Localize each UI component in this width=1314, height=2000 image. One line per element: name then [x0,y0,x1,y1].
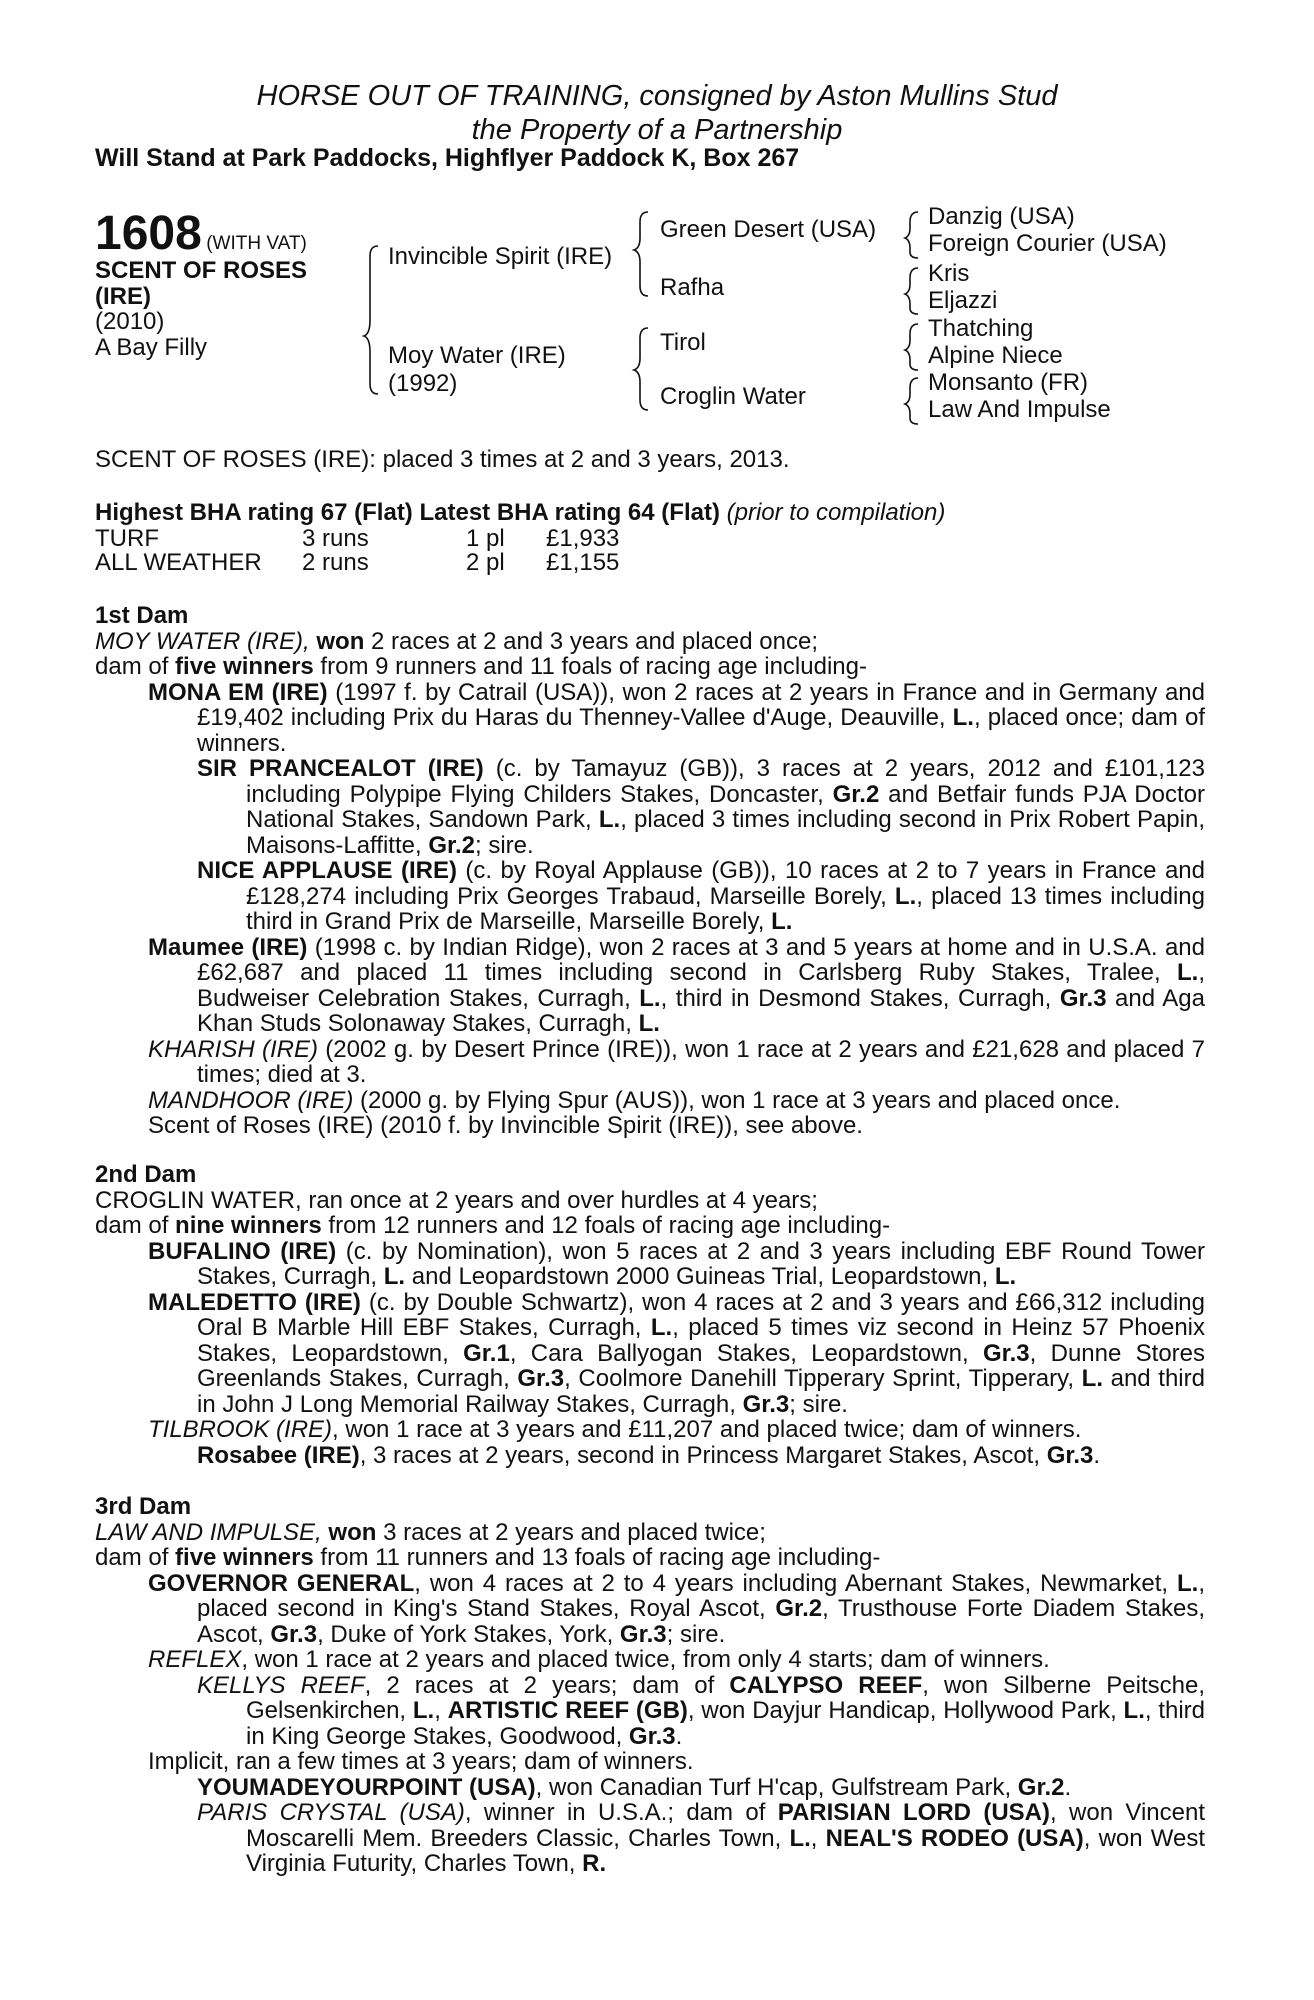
ped-ssd: Foreign Courier (USA) [928,230,1167,257]
rating-line [95,500,945,526]
stats-money: £1,933 [546,525,620,552]
header-line-3: Will Stand at Park Paddocks, Highflyer Paddock K, Box 267 [95,144,800,172]
ped-sire-sire: Green Desert (USA) [660,216,877,243]
second-dam-line-1: CROGLIN WATER, ran once at 2 years and over hurdles at 4 years; [95,1186,818,1214]
rating-note: (prior to compilation) [726,499,946,526]
third-dam-title: 3rd Dam [95,1493,192,1520]
first-dam-entry: NICE APPLAUSE (IRE) (c. by Royal Applause (GB)), 10 races at 2 to 7 years in France and £128,274 including Prix Georges Trabaud, Marseille Borely, L., placed 13 times including third in Grand Prix de Marseille, Marseille Borely, L. [197,857,1205,935]
third-dam-entry: KELLYS REEF, 2 races at 2 years; dam of CALYPSO REEF, won Silberne Peitsche, Gelsenkirchen, L., ARTISTIC REEF (GB), won Dayjur Handicap, Hollywood Park, L., third in King George Stakes, Goodwood, Gr.3. [197,1671,1206,1750]
second-dam-entry: MALEDETTO (IRE) (c. by Double Schwartz), won 4 races at 2 and 3 years and £66,312 including Oral B Marble Hill EBF Stakes, Curragh, L., placed 5 times viz second in Heinz 57 Phoenix Stakes, Leopardstown, Gr.1, Cara Ballyogan Stakes, Leopardstown, Gr.3, Dunne Stores Greenlands Stakes, Curragh, Gr.3, Coolmore Danehill Tipperary Sprint, Tipperary, L. and third in John J Long Memorial Railway Stakes, Curragh, Gr.3; sire. [148,1288,1206,1418]
stats-row [95,551,619,575]
stats-placed: 2 pl [466,549,505,576]
ped-dam-sire: Tirol [660,329,706,356]
ped-sdd: Eljazzi [928,287,998,314]
ped-dsd: Alpine Niece [928,342,1063,369]
second-dam-section [95,1162,1205,1468]
third-dam-entry: GOVERNOR GENERAL, won 4 races at 2 to 4 years including Abernant Stakes, Newmarket, L., placed second in King's Stand Stakes, Royal Ascot, Gr.2, Trusthouse Forte Diadem Stakes, Ascot, Gr.3, Duke of York Stakes, York, Gr.3; sire. [148,1569,1205,1648]
race-summary: SCENT OF ROSES (IRE): placed 3 times at 2 and 3 years, 2013. [95,446,790,473]
third-dam-entry: PARIS CRYSTAL (USA), winner in U.S.A.; dam of PARISIAN LORD (USA), won Vincent Moscarelli Mem. Breeders Classic, Charles Town, L., NEAL'S RODEO (USA), won West Virginia Futurity, Charles Town, R. [197,1799,1206,1877]
lot-vat: (WITH VAT) [206,233,307,254]
third-dam-entry: YOUMADEYOURPOINT (USA), won Canadian Turf H'cap, Gulfstream Park, Gr.2. [197,1773,1072,1801]
ped-sss: Danzig (USA) [928,203,1075,230]
second-dam-entry: Rosabee (IRE), 3 races at 2 years, second in Princess Margaret Stakes, Ascot, Gr.3. [197,1441,1101,1469]
third-dam-section [95,1494,1205,1877]
lot-number: 1608 [95,207,202,260]
ped-sire: Invincible Spirit (IRE) [388,243,613,270]
third-dam-line-2: dam of five winners from 11 runners and 13 foals of racing age including- [95,1544,881,1571]
header-line-1: HORSE OUT OF TRAINING, consigned by Aston Mullins Stud [256,80,1058,112]
ped-sds: Kris [928,260,970,287]
first-dam-entry: Maumee (IRE) (1998 c. by Indian Ridge), won 2 races at 3 and 5 years at home and in U.S.A. and £62,687 and placed 11 times including second in Carlsberg Ruby Stakes, Tralee, L., Budweiser Celebration Stakes, Curragh, L., third in Desmond Stakes, Curragh, Gr.3 and Aga Khan Studs Solonaway Stakes, Curragh, L. [148,933,1205,1037]
second-dam-entry: BUFALINO (IRE) (c. by Nomination), won 5 races at 2 and 3 years including EBF Round Tower Stakes, Curragh, L. and Leopardstown 2000 Guineas Trial, Leopardstown, L. [148,1237,1205,1290]
horse-year: (2010) [95,308,165,335]
pedigree-brackets [0,0,1314,440]
stats-surface: TURF [95,525,159,552]
first-dam-entry: KHARISH (IRE) (2002 g. by Desert Prince (IRE)), won 1 race at 2 years and £21,628 and placed 7 times; died at 3. [148,1035,1205,1088]
rating-text: Highest BHA rating 67 (Flat) Latest BHA rating 64 (Flat) [95,499,720,526]
first-dam-line-2: dam of five winners from 9 runners and 11 foals of racing age including- [95,653,867,680]
ped-sire-dam: Rafha [660,274,725,301]
second-dam-entry: TILBROOK (IRE), won 1 race at 3 years and £11,207 and placed twice; dam of winners. [148,1416,1082,1443]
ped-ddd: Law And Impulse [928,396,1111,423]
ped-dam-year: (1992) [388,370,458,397]
third-dam-entry: Implicit, ran a few times at 3 years; dam of winners. [148,1748,694,1775]
first-dam-section [95,603,1205,1139]
first-dam-entry: SIR PRANCEALOT (IRE) (c. by Tamayuz (GB)), 3 races at 2 years, 2012 and £101,123 including Polypipe Flying Childers Stakes, Doncaster, Gr.2 and Betfair funds PJA Doctor National Stakes, Sandown Park, L., placed 3 times including second in Prix Robert Papin, Maisons-Laffitte, Gr.2; sire. [197,755,1206,859]
first-dam-entry: MANDHOOR (IRE) (2000 g. by Flying Spur (AUS)), won 1 race at 3 years and placed once. [148,1086,1121,1114]
second-dam-title: 2nd Dam [95,1161,197,1188]
first-dam-entry: Scent of Roses (IRE) (2010 f. by Invincible Spirit (IRE)), see above. [148,1112,863,1139]
stats-row [95,527,619,551]
ped-dam: Moy Water (IRE) [388,342,566,369]
header-line-2: the Property of a Partnership [471,114,843,146]
ped-dds: Monsanto (FR) [928,369,1089,396]
horse-name-suffix: (IRE) [95,282,151,310]
stats-placed: 1 pl [466,525,505,552]
second-dam-line-2: dam of nine winners from 12 runners and 12 foals of racing age including- [95,1212,891,1239]
first-dam-line-1: MOY WATER (IRE), won 2 races at 2 and 3 years and placed once; [95,627,818,655]
horse-desc: A Bay Filly [95,333,208,361]
stats-table [95,527,619,575]
stats-surface: ALL WEATHER [95,549,262,576]
horse-name: SCENT OF ROSES [95,257,308,284]
first-dam-title: 1st Dam [95,602,189,629]
ped-dss: Thatching [928,315,1034,342]
third-dam-entry: REFLEX, won 1 race at 2 years and placed twice, from only 4 starts; dam of winners. [148,1646,1050,1673]
stats-runs: 2 runs [302,549,369,576]
stats-money: £1,155 [546,549,620,576]
third-dam-line-1: LAW AND IMPULSE, won 3 races at 2 years and placed twice; [95,1518,766,1546]
stats-runs: 3 runs [302,525,369,552]
ped-dam-dam: Croglin Water [660,383,806,410]
first-dam-entry: MONA EM (IRE) (1997 f. by Catrail (USA)), won 2 races at 2 years in France and in Germany and £19,402 including Prix du Haras du Thenney-Vallee d'Auge, Deauville, L., placed once; dam of winners. [148,678,1205,757]
